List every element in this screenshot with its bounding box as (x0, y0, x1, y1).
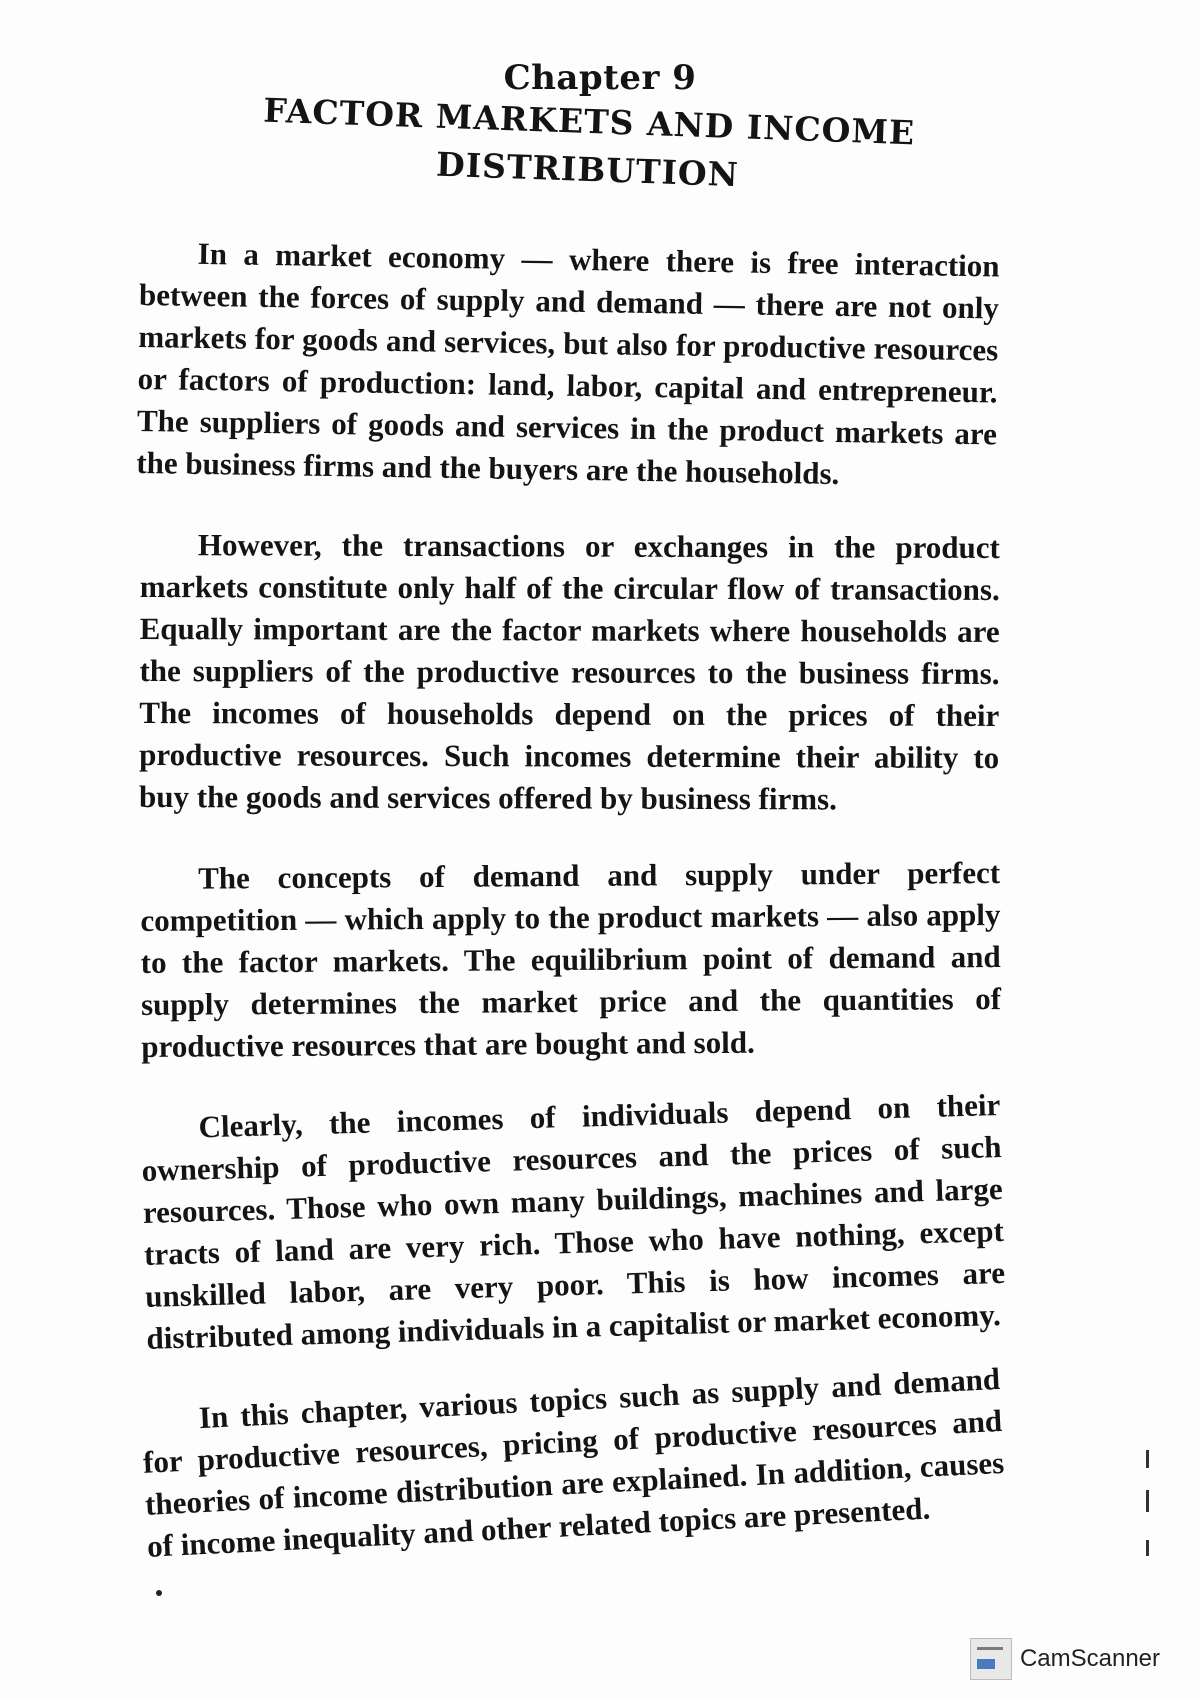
watermark-text: CamScanner (1019, 1645, 1160, 1672)
scan-edge-mark (1146, 1450, 1149, 1468)
paragraph-chapter-topics: In this chapter, various topics such as supply and demand for productive resources, pricing of productive resources and theories of income distribution are explained. In addition, causes of income inequality and other related topics are presented. (142, 1360, 1005, 1564)
scan-speck (156, 1590, 162, 1596)
paragraph-demand-supply: The concepts of demand and supply under perfect competition — which apply to the product markets — also apply to the factor markets. The equilibrium point of demand and supply determines the market price and the quantities of productive resources that are bought and sold. (140, 854, 1002, 1064)
chapter-label: Chapter 9 (503, 58, 697, 98)
chapter-title: FACTOR MARKETS AND INCOME DISTRIBUTION (262, 90, 916, 195)
chapter-intro-text (136, 232, 1006, 1608)
paragraph-market-economy: In a market economy — where there is free interaction between the forces of supply and demand — there are not only markets for goods and services, but also for productive resources or factors of production: land, labor, capital and entrepreneur. The suppliers of goods and services in the product markets are the business firms and the buyers are the households. (136, 235, 1000, 492)
paragraph-income-ownership: Clearly, the incomes of individuals depend on their ownership of productive resources and the prices of such resources. Those who own many buildings, machines and large tracts of land are very rich. Those who have nothing, except unskilled labor, are very poor. This is how incomes are distributed among individuals in a capitalist or market economy. (141, 1086, 1006, 1356)
scan-edge-mark (1146, 1540, 1149, 1556)
camscanner-logo-icon (970, 1638, 1012, 1680)
scan-edge-mark (1146, 1490, 1149, 1512)
camscanner-watermark (970, 1638, 1160, 1680)
paragraph-circular-flow: However, the transactions or exchanges in the product markets constitute only half of the circular flow of transactions. Equally important are the factor markets where households are the suppliers of the productive resources to the business firms. The incomes of households depend on the prices of their productive resources. Such incomes determine their ability to buy the goods and services offered by business firms. (138, 527, 1000, 817)
